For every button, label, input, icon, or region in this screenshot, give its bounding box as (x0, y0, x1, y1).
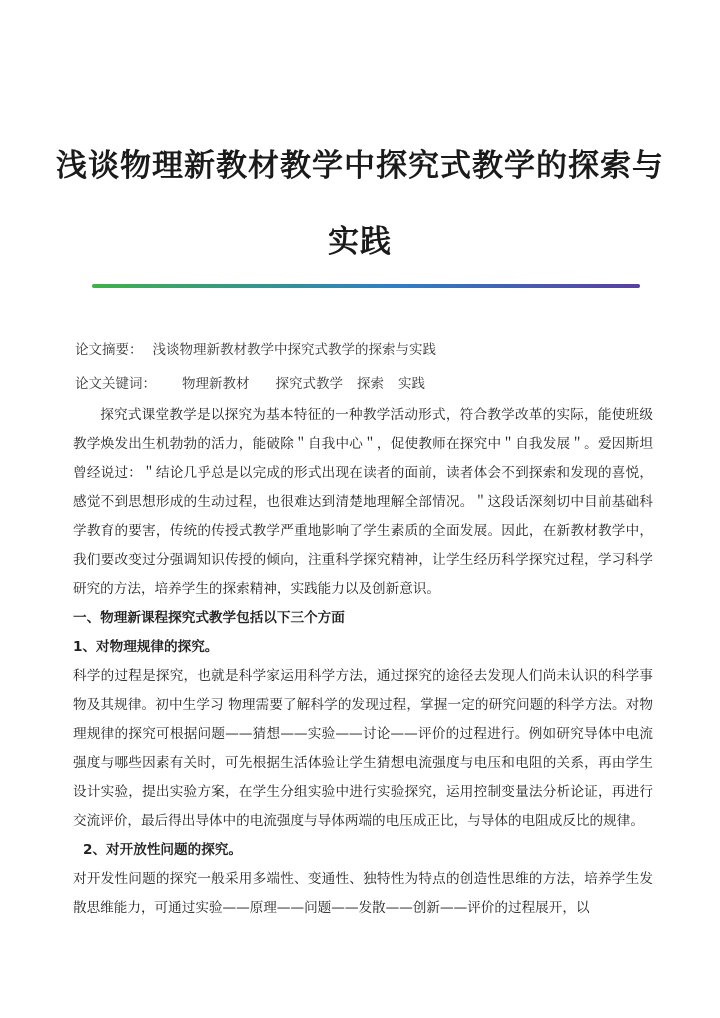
document-title (40, 136, 680, 272)
abstract-label: 论文摘要： (75, 342, 143, 358)
subsection-heading: 2、对开放性问题的探究。 (83, 842, 242, 858)
subsection-paragraph: 科学的过程是探究，也就是科学家运用科学方法，通过探究的途径去发现人们尚未认识的科学事物及其规律。初中生学习 物理需要了解科学的发现过程，掌握一定的研究问题的科学方法。对物理规律的探究可根据问题——猜想——实验——讨论——评价的过程进行。例如研究导体中电流强度与哪些因素有关时，可先根据生活体验让学生猜想电流强度与电压和电阻的关系，再由学生设计实验，提出实验方案，在学生分组实验中进行实验探究，运用控制变量法分析论证，再进行交流评价，最后得出导体中的电流强度与导体两端的电压成正比，与导体的电阻成反比的规律。 (73, 668, 653, 829)
subsection-heading: 1、对物理规律的探究。 (73, 639, 219, 655)
keyword: 实践 (398, 376, 425, 392)
title-divider (92, 284, 640, 288)
section-heading: 一、物理新课程探究式教学包括以下三个方面 (73, 610, 345, 626)
keyword: 探索 (357, 376, 384, 392)
keyword: 探究式教学 (275, 376, 343, 392)
keywords-label: 论文关键词： (75, 376, 156, 392)
title-line-1: 浅谈物理新教材教学中探究式教学的探索与 (56, 148, 664, 184)
subsection-paragraph: 对开发性问题的探究一般采用多端性、变通性、独特性为特点的创造性思维的方法，培养学生发散思维能力，可通过实验——原理——问题——发散——创新——评价的过程展开，以 (73, 871, 653, 916)
keyword: 物理新教材 (182, 376, 250, 392)
intro-paragraph: 探究式课堂教学是以探究为基本特征的一种教学活动形式，符合教学改革的实际，能使班级教学焕发出生机勃勃的活力，能破除＂自我中心＂，促使教师在探究中＂自我发展＂。爱因斯坦曾经说过：＂结论几乎总是以完成的形式出现在读者的面前，读者体会不到探索和发现的喜悦，感觉不到思想形成的生动过程，也很难达到清楚地理解全部情况。＂这段话深刻切中目前基础科学教育的要害，传统的传授式教学严重地影响了学生素质的全面发展。因此，在新教材教学中，我们要改变过分强调知识传授的倾向，注重科学探究精神，让学生经历科学探究过程，学习科学研究的方法，培养学生的探索精神，实践能力以及创新意识。 (73, 407, 653, 597)
abstract-text: 浅谈物理新教材教学中探究式教学的探索与实践 (152, 342, 436, 358)
document-body (73, 401, 653, 923)
keywords-line (75, 372, 425, 392)
abstract-line (75, 338, 436, 358)
title-line-2: 实践 (328, 224, 392, 260)
